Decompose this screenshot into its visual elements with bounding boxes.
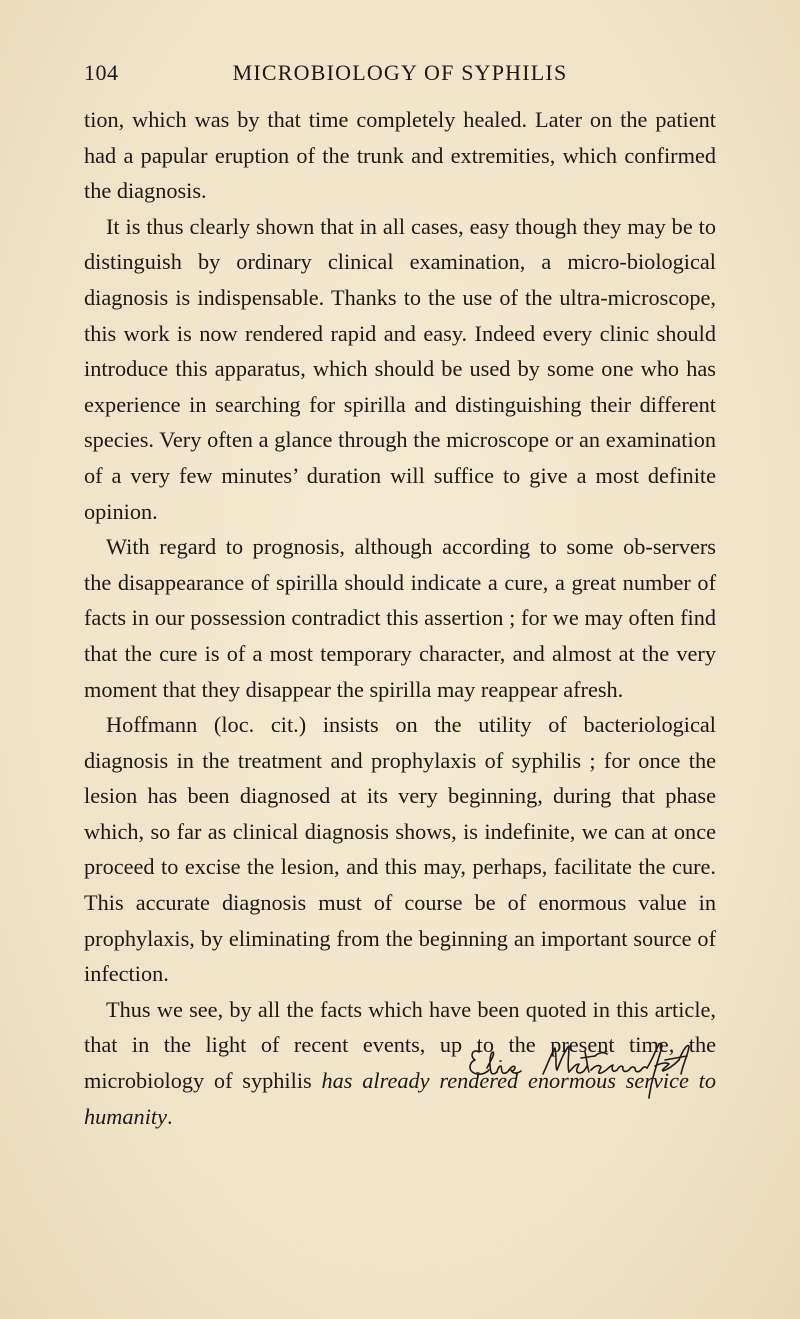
- paragraph: With regard to prognosis, although according to some ob-servers the disappearance of spirilla should indicate a cure, a great number of facts in our possession contradict this assertion ; for we may often find that the cure is of a most temporary character, and almost at the very moment that they disappear the spirilla may reappear afresh.: [84, 534, 716, 702]
- paragraph: Hoffmann (loc. cit.) insists on the utility of bacteriological diagnosis in the treatment and prophylaxis of syphilis ; for once the lesion has been diagnosed at its very beginning, during that phase which, so far as clinical diagnosis shows, is indefinite, we can at once proceed to excise the lesion, and this may, perhaps, facilitate the cure. This accurate diagnosis must of course be of enormous value in prophylaxis, by eliminating from the beginning an important source of infection.: [84, 712, 716, 987]
- paragraph-end: .: [166, 1103, 173, 1129]
- body-text: [84, 102, 716, 1134]
- paragraph-text: Thus we see, by all the facts which have been quoted in this article, that in the light of recent events, up to the present time, the microbiology of syphilis: [84, 996, 716, 1094]
- signature-drawing: [465, 1030, 705, 1100]
- italic-emphasis: has already rendered enormous service to humanity: [84, 1068, 716, 1129]
- handwritten-signature: [465, 1030, 705, 1100]
- running-title: MICROBIOLOGY OF SYPHILIS: [232, 60, 568, 85]
- paragraph: tion, which was by that time completely healed. Later on the patient had a papular eruption of the trunk and extremities, which confirmed the diagnosis.: [84, 107, 716, 204]
- paragraph: It is thus clearly shown that in all cases, easy though they may be to distinguish by ordinary clinical examination, a micro-biological diagnosis is indispensable. Thanks to the use of the ultra-microscope, this work is now rendered rapid and easy. Indeed every clinic should introduce this apparatus, which should be used by some one who has experience in searching for spirilla and distinguishing their different species. Very often a glance through the microscope or an examination of a very few minutes’ duration will suffice to give a most definite opinion.: [84, 213, 716, 524]
- page-number: 104: [84, 60, 119, 85]
- running-head: [84, 60, 716, 90]
